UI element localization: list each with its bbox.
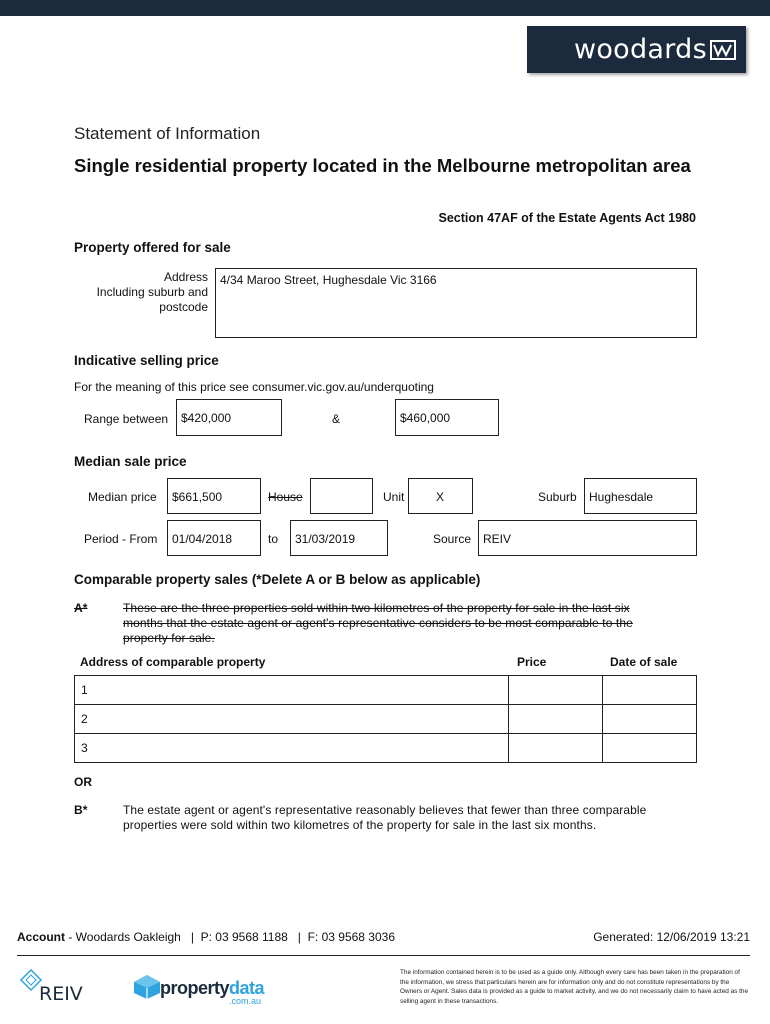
option-a-label: A* <box>74 601 88 615</box>
or-label: OR <box>74 775 92 789</box>
median-heading: Median sale price <box>74 454 187 469</box>
house-label: House <box>268 490 303 504</box>
col-date-header: Date of sale <box>610 655 678 669</box>
disclaimer-text: The information contained herein is to be used as a guide only. Although every care has been taken in the preparation of the information, we stress that particulars herein are for information only and do not constitute representations by the Owners or Agent. Sales data is provided as a guide to market activity, and we do not necessarily claim to have acted as the selling agent in these transactions. <box>400 969 749 1005</box>
propertydata-logo-icon <box>132 974 162 1000</box>
table-row <box>75 734 697 763</box>
unit-field[interactable]: X <box>408 478 473 514</box>
house-field[interactable] <box>310 478 373 514</box>
row-address-cell[interactable] <box>75 734 509 763</box>
section-reference: Section 47AF of the Estate Agents Act 1980 <box>438 211 696 225</box>
suburb-label: Suburb <box>538 490 577 504</box>
woodards-logo <box>527 26 746 73</box>
row-price-cell[interactable] <box>509 676 603 705</box>
row-price-cell[interactable] <box>509 705 603 734</box>
median-price-label: Median price <box>88 490 157 504</box>
address-label-3: postcode <box>159 300 208 314</box>
reiv-logo-text: REIV <box>39 983 83 1005</box>
period-from-label: Period - From <box>84 532 158 546</box>
account-label: Account <box>17 930 65 944</box>
row-number: 2 <box>81 712 88 726</box>
option-a-line-3: property for sale. <box>123 631 215 645</box>
row-date-cell[interactable] <box>603 705 697 734</box>
suburb-field[interactable]: Hughesdale <box>584 478 697 514</box>
address-label-2: Including suburb and <box>96 285 208 299</box>
footer-divider <box>17 955 750 956</box>
range-label: Range between <box>84 412 169 426</box>
row-address-cell[interactable] <box>75 676 509 705</box>
table-row <box>75 676 697 705</box>
document-heading: Single residential property located in the Melbourne metropolitan area <box>74 155 691 176</box>
period-to-label: to <box>268 532 279 546</box>
property-heading: Property offered for sale <box>74 240 231 255</box>
source-label: Source <box>433 532 472 546</box>
source-field[interactable]: REIV <box>478 520 697 556</box>
row-price-cell[interactable] <box>509 734 603 763</box>
indicative-heading: Indicative selling price <box>74 353 219 368</box>
row-date-cell[interactable] <box>603 676 697 705</box>
top-bar <box>0 0 770 16</box>
period-from-field[interactable]: 01/04/2018 <box>167 520 261 556</box>
option-b-label: B* <box>74 803 88 817</box>
generated-timestamp: Generated: 12/06/2019 13:21 <box>593 930 750 944</box>
account-details: - Woodards Oakleigh | P: 03 9568 1188 | F: 03 9568 3036 <box>65 930 395 944</box>
pd-accent: data <box>229 978 265 998</box>
footer-account <box>17 930 395 944</box>
option-b-line-1: The estate agent or agent's representative reasonably believes that fewer than three comparable <box>123 803 647 817</box>
unit-label: Unit <box>383 490 405 504</box>
option-a-line-1: These are the three properties sold within two kilometres of the property for sale in the last six <box>123 601 630 615</box>
row-number: 1 <box>81 683 88 697</box>
range-and: & <box>332 412 341 426</box>
option-b-line-2: properties were sold within two kilometres of the property for sale in the last six months. <box>123 818 597 832</box>
row-address-cell[interactable] <box>75 705 509 734</box>
pd-main: property <box>160 978 230 998</box>
col-price-header: Price <box>517 655 547 669</box>
price-high-field[interactable]: $460,000 <box>395 399 499 436</box>
median-price-field[interactable]: $661,500 <box>167 478 261 514</box>
col-address-header: Address of comparable property <box>80 655 266 669</box>
document-title: Statement of Information <box>74 124 261 143</box>
woodards-w-icon <box>710 39 736 61</box>
address-field[interactable]: 4/34 Maroo Street, Hughesdale Vic 3166 <box>215 268 697 338</box>
period-to-field[interactable]: 31/03/2019 <box>290 520 388 556</box>
row-date-cell[interactable] <box>603 734 697 763</box>
comparable-table <box>74 675 697 763</box>
row-number: 3 <box>81 741 88 755</box>
price-low-field[interactable]: $420,000 <box>176 399 282 436</box>
comparable-heading: Comparable property sales (*Delete A or B below as applicable) <box>74 572 481 587</box>
address-label-1: Address <box>163 270 208 284</box>
propertydata-sub: .com.au <box>229 996 262 1006</box>
option-a-line-2: months that the estate agent or agent's representative considers to be most comparable to the <box>123 616 633 630</box>
logo-text: woodards <box>573 34 707 65</box>
table-row <box>75 705 697 734</box>
underquoting-note: For the meaning of this price see consumer.vic.gov.au/underquoting <box>74 380 434 394</box>
